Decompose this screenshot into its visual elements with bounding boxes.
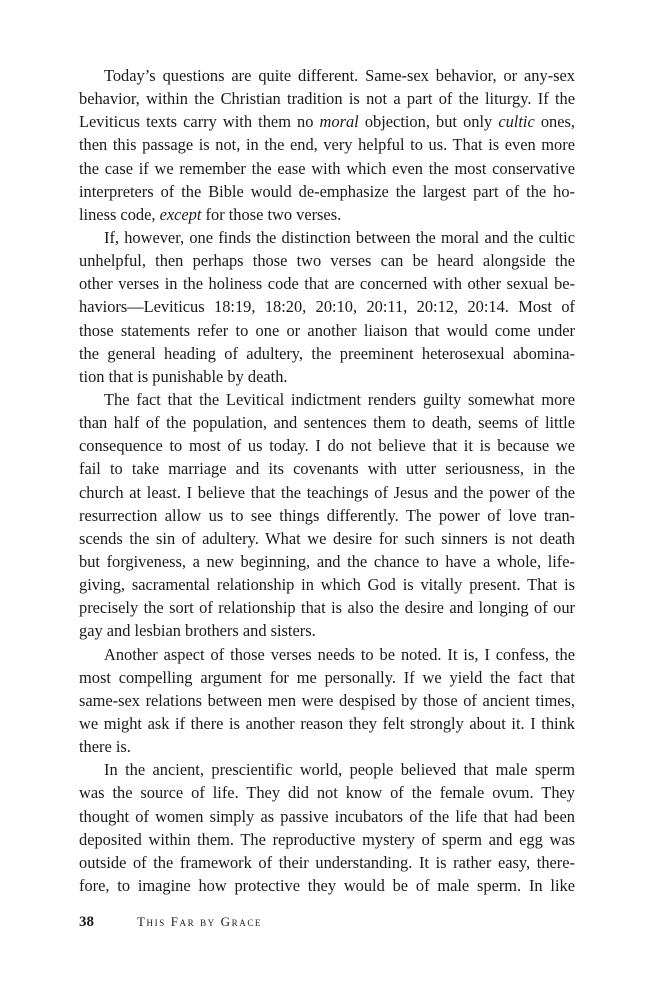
text-line: but forgiveness, a new beginning, and the chance to have a whole, life- [79,551,575,571]
emphasis: except [159,204,202,224]
text-line: interpreters of the Bible would de-emphasize the largest part of the ho- [79,181,575,201]
text-line: In the ancient, prescientific world, people believed that male sperm [104,760,575,780]
text-line: we might ask if there is another reason they felt strongly about it. I think [79,713,575,733]
text-line: giving, sacramental relationship in which God is vitally present. That is [79,575,575,595]
text-line: most compelling argument for me personally. If we yield the fact that [79,667,575,687]
text-line: Today’s questions are quite different. Same-sex behavior, or any-sex [104,66,575,85]
text-line: the general heading of adultery, the preeminent heterosexual abomina- [79,343,575,363]
text-line: scends the sin of adultery. What we desire for such sinners is not death [79,528,575,548]
running-head: This Far by Grace [137,914,263,929]
emphasis: moral [319,112,359,132]
text-line: consequence to most of us today. I do not believe that it is because we [79,436,575,456]
text-line: other verses in the holiness code that are concerned with other sexual be- [79,274,575,294]
text-line: Leviticus texts carry with them no moral objection, but only cultic ones, [79,112,575,132]
text-line: the case if we remember the ease with which even the most conservative [79,158,575,178]
text-line: was the source of life. They did not know of the female ovum. They [79,783,575,803]
page-number: 38 [79,914,94,930]
text-line: Another aspect of those verses needs to be noted. It is, I confess, the [104,644,575,664]
text-line: tion that is punishable by death. [79,366,288,386]
text-line: If, however, one finds the distinction between the moral and the cultic [104,227,575,247]
text-line: resurrection allow us to see things differently. The power of love tran- [79,505,575,525]
text-line: unhelpful, then perhaps those two verses can be heard alongside the [79,251,575,271]
paragraph [79,388,575,643]
paragraph [79,64,575,226]
body-text [79,64,575,897]
text-line: then this passage is not, in the end, very helpful to us. That is even more [79,135,575,155]
text-line: gay and lesbian brothers and sisters. [79,621,316,641]
paragraph [79,643,575,759]
text-line: church at least. I believe that the teachings of Jesus and the power of the [79,482,575,502]
text-line: precisely the sort of relationship that is also the desire and longing of our [79,598,575,618]
text-line: fore, to imagine how protective they would be of male sperm. In like [79,875,575,895]
text-line: behavior, within the Christian tradition is not a part of the liturgy. If the [79,89,575,109]
text-line: fail to take marriage and its covenants with utter seriousness, in the [79,459,575,479]
paragraph [79,758,575,897]
text-line: thought of women simply as passive incubators of the life that had been [79,806,575,826]
text-line: those statements refer to one or another liaison that would come under [79,320,575,340]
text-line: outside of the framework of their understanding. It is rather easy, there- [79,852,575,872]
text-line: The fact that the Levitical indictment renders guilty somewhat more [104,389,575,409]
page-footer [79,914,262,931]
text-line: deposited within them. The reproductive mystery of sperm and egg was [79,829,575,849]
emphasis: cultic [498,112,535,132]
text-line: haviors—Leviticus 18:19, 18:20, 20:10, 20:11, 20:12, 20:14. Most of [79,297,575,317]
text-line: same-sex relations between men were despised by those of ancient times, [79,690,575,710]
text-line: there is. [79,737,131,757]
text-line: liness code, except for those two verses. [79,204,342,224]
paragraph [79,226,575,388]
text-line: than half of the population, and sentences them to death, seems of little [79,413,575,433]
